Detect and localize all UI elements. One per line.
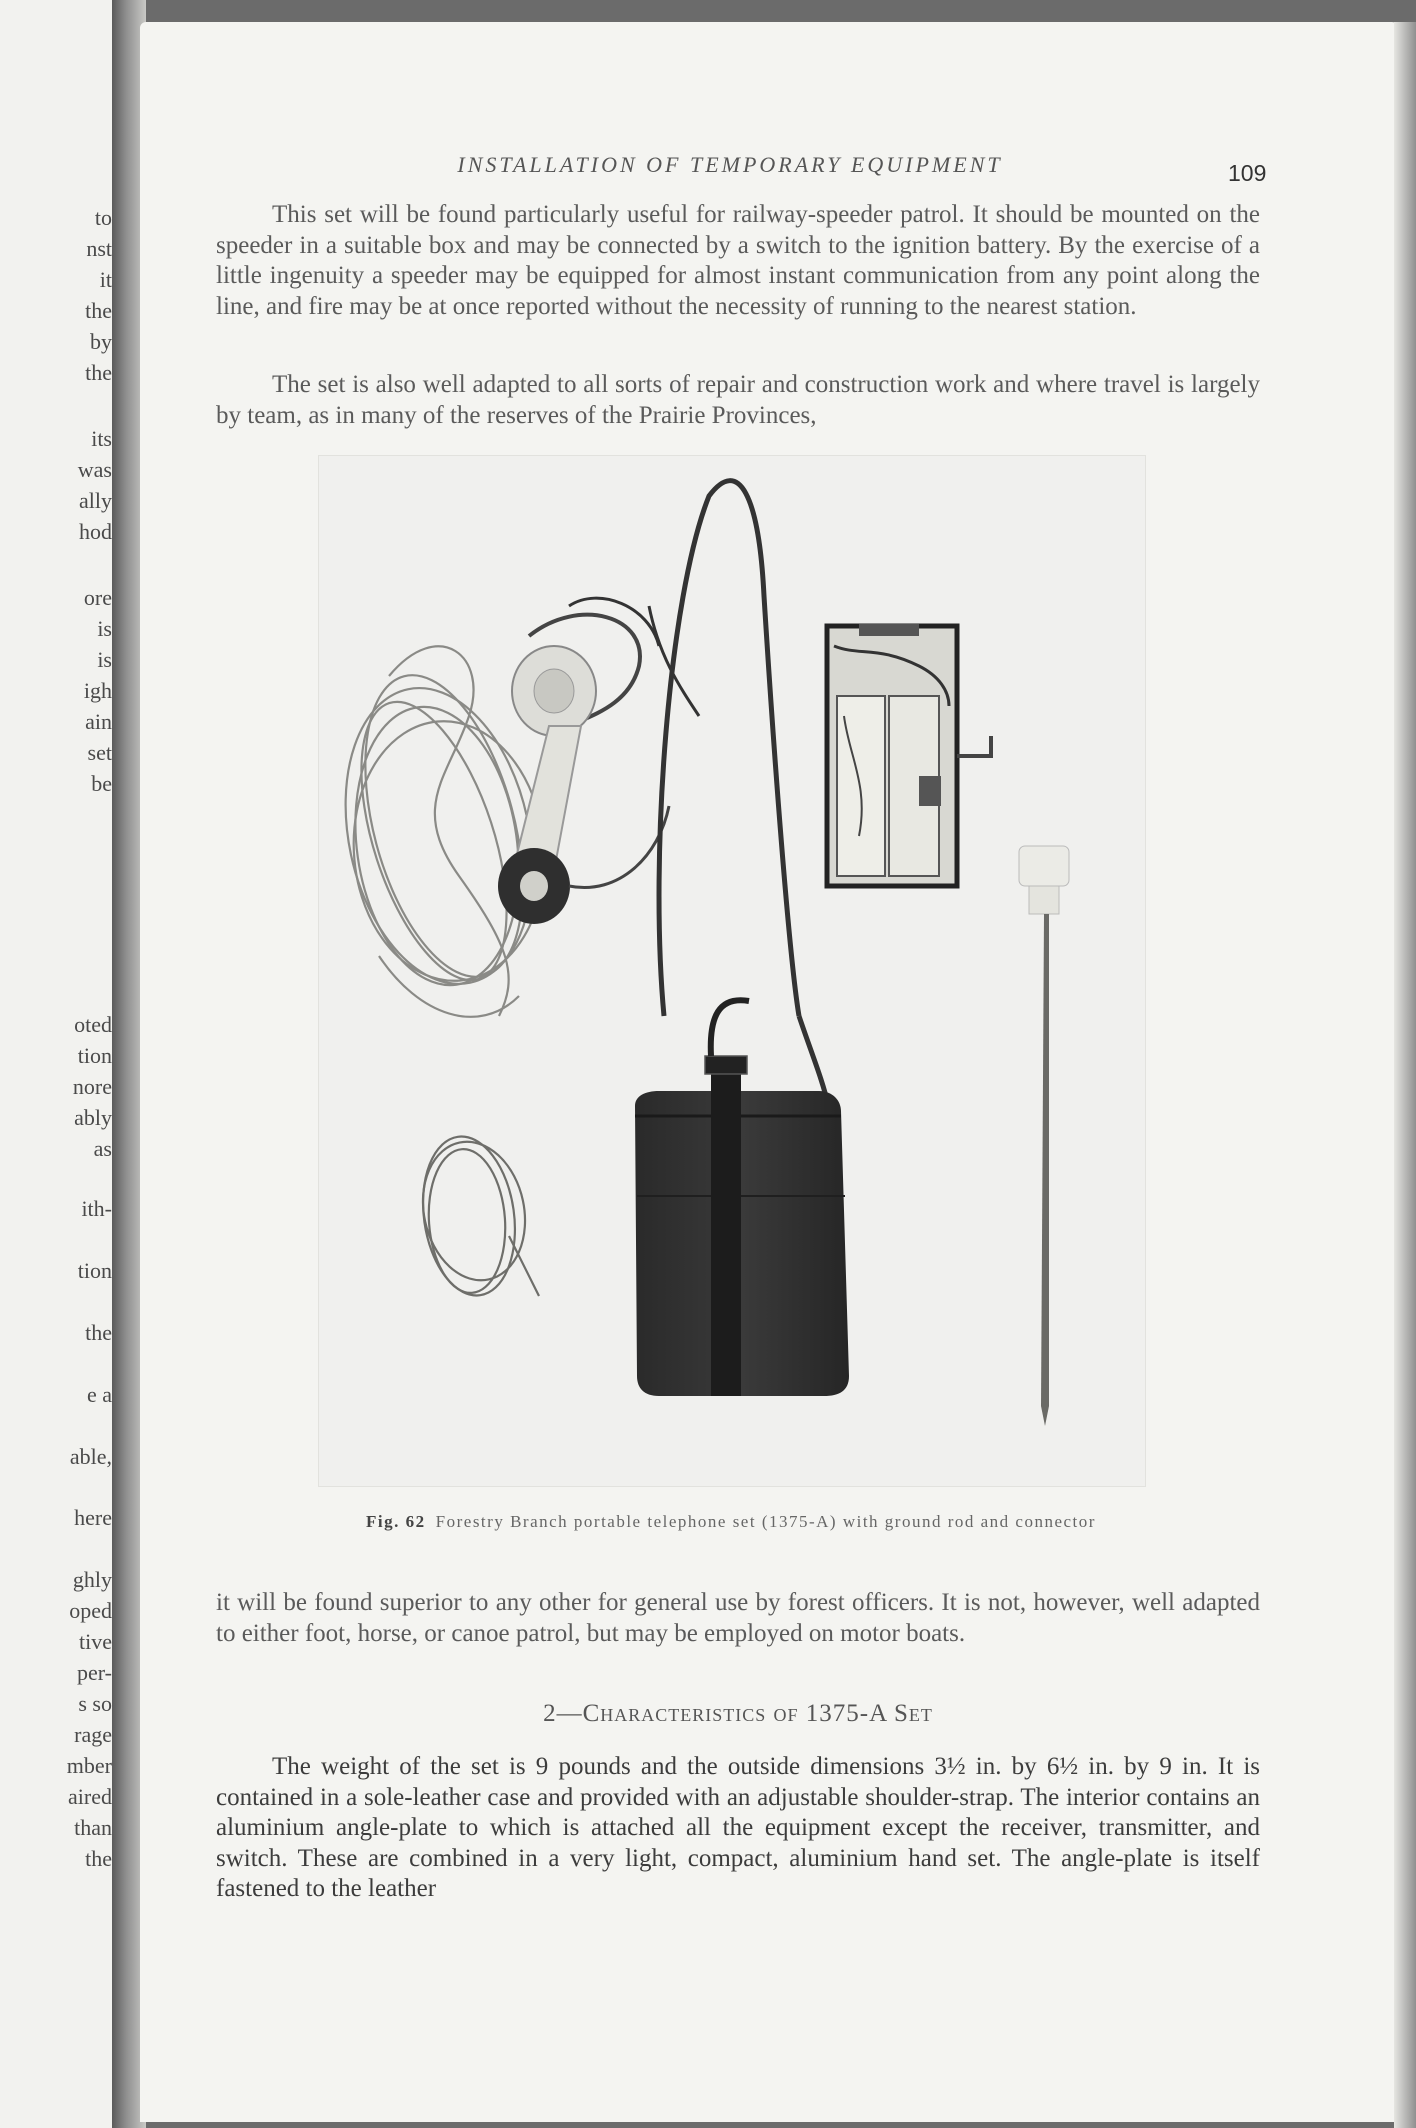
running-head: INSTALLATION OF TEMPORARY EQUIPMENT: [457, 152, 1003, 177]
left-page-text-fragment: the: [85, 360, 112, 385]
left-page-text-fragment: rage: [74, 1722, 112, 1747]
left-page-text-fragment: was: [77, 457, 112, 482]
figure-photo: [318, 455, 1146, 1487]
left-page-text-fragment: nst: [86, 236, 112, 261]
left-page-text-fragment: s so: [78, 1691, 112, 1716]
left-page-text-fragment: as: [93, 1136, 112, 1161]
left-page-text-fragment: ghly: [72, 1567, 112, 1592]
left-page-text-fragment: to: [94, 205, 112, 230]
page-number: 109: [1228, 160, 1267, 186]
paragraph-1: This set will be found particularly useful for railway-speeder patrol. It should be mounted on the speeder in a suitable box and may be connected by a switch to the ignition battery. By the exercise of a little ingenuity a speeder may be equipped for almost instant communication from any point along the line, and fire may be at once reported without the necessity of running to the nearest station.: [216, 201, 1260, 320]
left-page-text-fragment: than: [74, 1815, 112, 1840]
left-page-text-fragment: hod: [79, 519, 112, 544]
left-page-text-fragment: aired: [68, 1784, 112, 1809]
left-page-edge: [0, 0, 118, 2128]
section-heading: 2—Characteristics of 1375-A Set: [543, 1700, 933, 1727]
left-page-text-fragment: ith-: [81, 1196, 112, 1221]
coiled-wire-small: [411, 1131, 539, 1302]
left-page-text-fragment: is: [97, 616, 112, 641]
left-page-text-fragment: ain: [85, 709, 112, 734]
left-page-text-fragment: its: [91, 426, 112, 451]
left-page-text-fragment: ably: [74, 1105, 112, 1130]
left-page-text-fragment: set: [87, 740, 112, 765]
left-page-text-fragment: the: [85, 298, 112, 323]
left-page-text-fragment: e a: [86, 1382, 112, 1407]
hand-set: [498, 598, 669, 924]
figure-label: Fig. 62: [366, 1512, 426, 1531]
left-page-text-fragment: oted: [74, 1012, 112, 1037]
ground-rod: [1019, 846, 1069, 1426]
left-page-text-fragment: the: [85, 1846, 112, 1871]
left-page-text-fragment: ally: [79, 488, 112, 513]
left-page-text-fragment: oped: [69, 1598, 112, 1623]
leather-case: [635, 1000, 849, 1396]
paragraph-3: it will be found superior to any other for general use by forest officers. It is not, however, well adapted to either foot, horse, or canoe patrol, but may be employed on motor boats.: [216, 1589, 1260, 1647]
left-page-text-fragment: able,: [69, 1444, 112, 1469]
left-page-text-fragment: ore: [83, 585, 112, 610]
left-page-text-fragment: tion: [77, 1043, 112, 1068]
left-page-text-fragment: be: [91, 771, 112, 796]
left-page-text-fragment: per-: [77, 1660, 112, 1685]
left-page-text-fragment: igh: [83, 678, 112, 703]
paragraph-2: The set is also well adapted to all sorts of repair and construction work and where travel is largely by team, as in many of the reserves of the Prairie Provinces,: [216, 371, 1260, 429]
left-page-text-fragment: is: [97, 647, 112, 672]
left-page-text-fragment: tive: [79, 1629, 112, 1654]
left-page-text-fragment: by: [90, 329, 112, 354]
paragraph-4: The weight of the set is 9 pounds and the outside dimensions 3½ in. by 6½ in. by 9 in. It is contained in a sole-leather case and provided with an adjustable shoulder-strap. The interior contains an aluminium angle-plate to which is attached all the equipment except the receiver, transmitter, and switch. These are combined in a very light, compact, aluminium hand set. The angle-plate is itself fastened to the leather: [216, 1753, 1260, 1902]
left-page-text-fragment: mber: [66, 1753, 112, 1778]
telephone-box-open: [827, 624, 991, 886]
left-page-text-fragment: here: [74, 1505, 112, 1530]
left-page-text-fragment: nore: [72, 1074, 112, 1099]
shoulder-strap: [649, 481, 832, 1156]
left-page-text-fragment: the: [85, 1320, 112, 1345]
telephone-set-illustration: [319, 456, 1145, 1486]
left-page-text-fragment: it: [99, 267, 112, 292]
figure-caption-text: Forestry Branch portable telephone set (1375-A) with ground rod and connector: [435, 1512, 1096, 1531]
page-edge: [1394, 22, 1416, 2128]
figure-caption: [318, 1512, 1144, 1532]
left-page-text-fragment: tion: [77, 1258, 112, 1283]
